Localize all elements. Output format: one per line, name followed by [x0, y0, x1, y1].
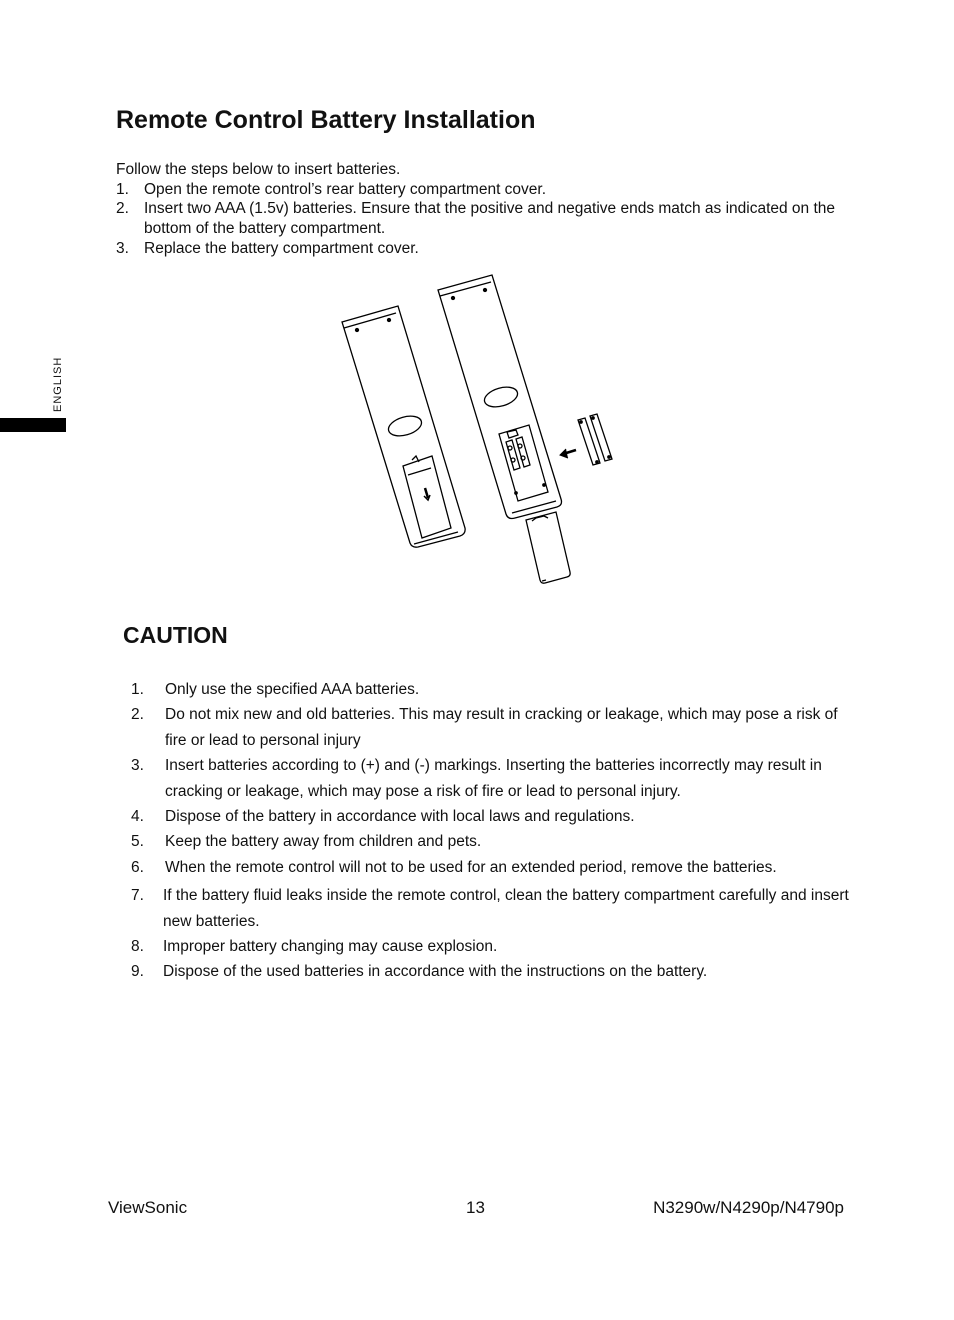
caution-list — [131, 677, 861, 985]
caution-item: 6. When the remote control will not to be used for an extended period, remove the batteries. — [131, 858, 777, 876]
page-title: Remote Control Battery Installation — [116, 106, 536, 134]
caution-item: 1. Only use the specified AAA batteries. — [131, 681, 420, 698]
caution-heading: CAUTION — [123, 622, 228, 648]
caution-item: 8. Improper battery changing may cause explosion. — [131, 938, 498, 956]
install-step: 1. Open the remote control’s rear battery compartment cover. — [116, 180, 547, 198]
language-tab-bar — [0, 418, 66, 432]
caution-item: 2. Do not mix new and old batteries. This may result in cracking or leakage, which may pose a risk of fire or lead to personal injury — [131, 706, 838, 749]
remote-with-cover — [342, 306, 465, 547]
language-tab-label: ENGLISH — [52, 356, 64, 412]
caution-item: 5. Keep the battery away from children and pets. — [131, 833, 482, 851]
caution-item: 3. Insert batteries according to (+) and (-) markings. Inserting the batteries incorrectly may result in cracking or leakage, which may pose a risk of fire or lead to personal injury. — [131, 757, 822, 800]
remote-open — [438, 275, 562, 519]
install-steps — [116, 180, 836, 259]
install-step: 3. Replace the battery compartment cover. — [116, 239, 419, 257]
battery-installation-illustration — [330, 270, 630, 590]
battery-cover — [526, 512, 570, 583]
caution-item: 7. If the battery fluid leaks inside the remote control, clean the battery compartment carefully and insert new batteries. — [131, 887, 849, 930]
footer-brand: ViewSonic — [108, 1198, 188, 1217]
caution-item: 4. Dispose of the battery in accordance with local laws and regulations. — [131, 808, 635, 826]
insert-arrow-icon — [560, 449, 576, 458]
footer-model: N3290w/N4290p/N4790p — [653, 1198, 844, 1217]
footer-page-number: 13 — [466, 1198, 485, 1217]
intro-section — [116, 160, 836, 259]
install-step: 2. Insert two AAA (1.5v) batteries. Ensure that the positive and negative ends match as indicated on the bottom of the battery compartment. — [116, 200, 836, 238]
caution-item: 9. Dispose of the used batteries in accordance with the instructions on the battery. — [131, 963, 708, 981]
intro-lead: Follow the steps below to insert batteries. — [116, 161, 401, 178]
aaa-batteries — [578, 414, 612, 465]
